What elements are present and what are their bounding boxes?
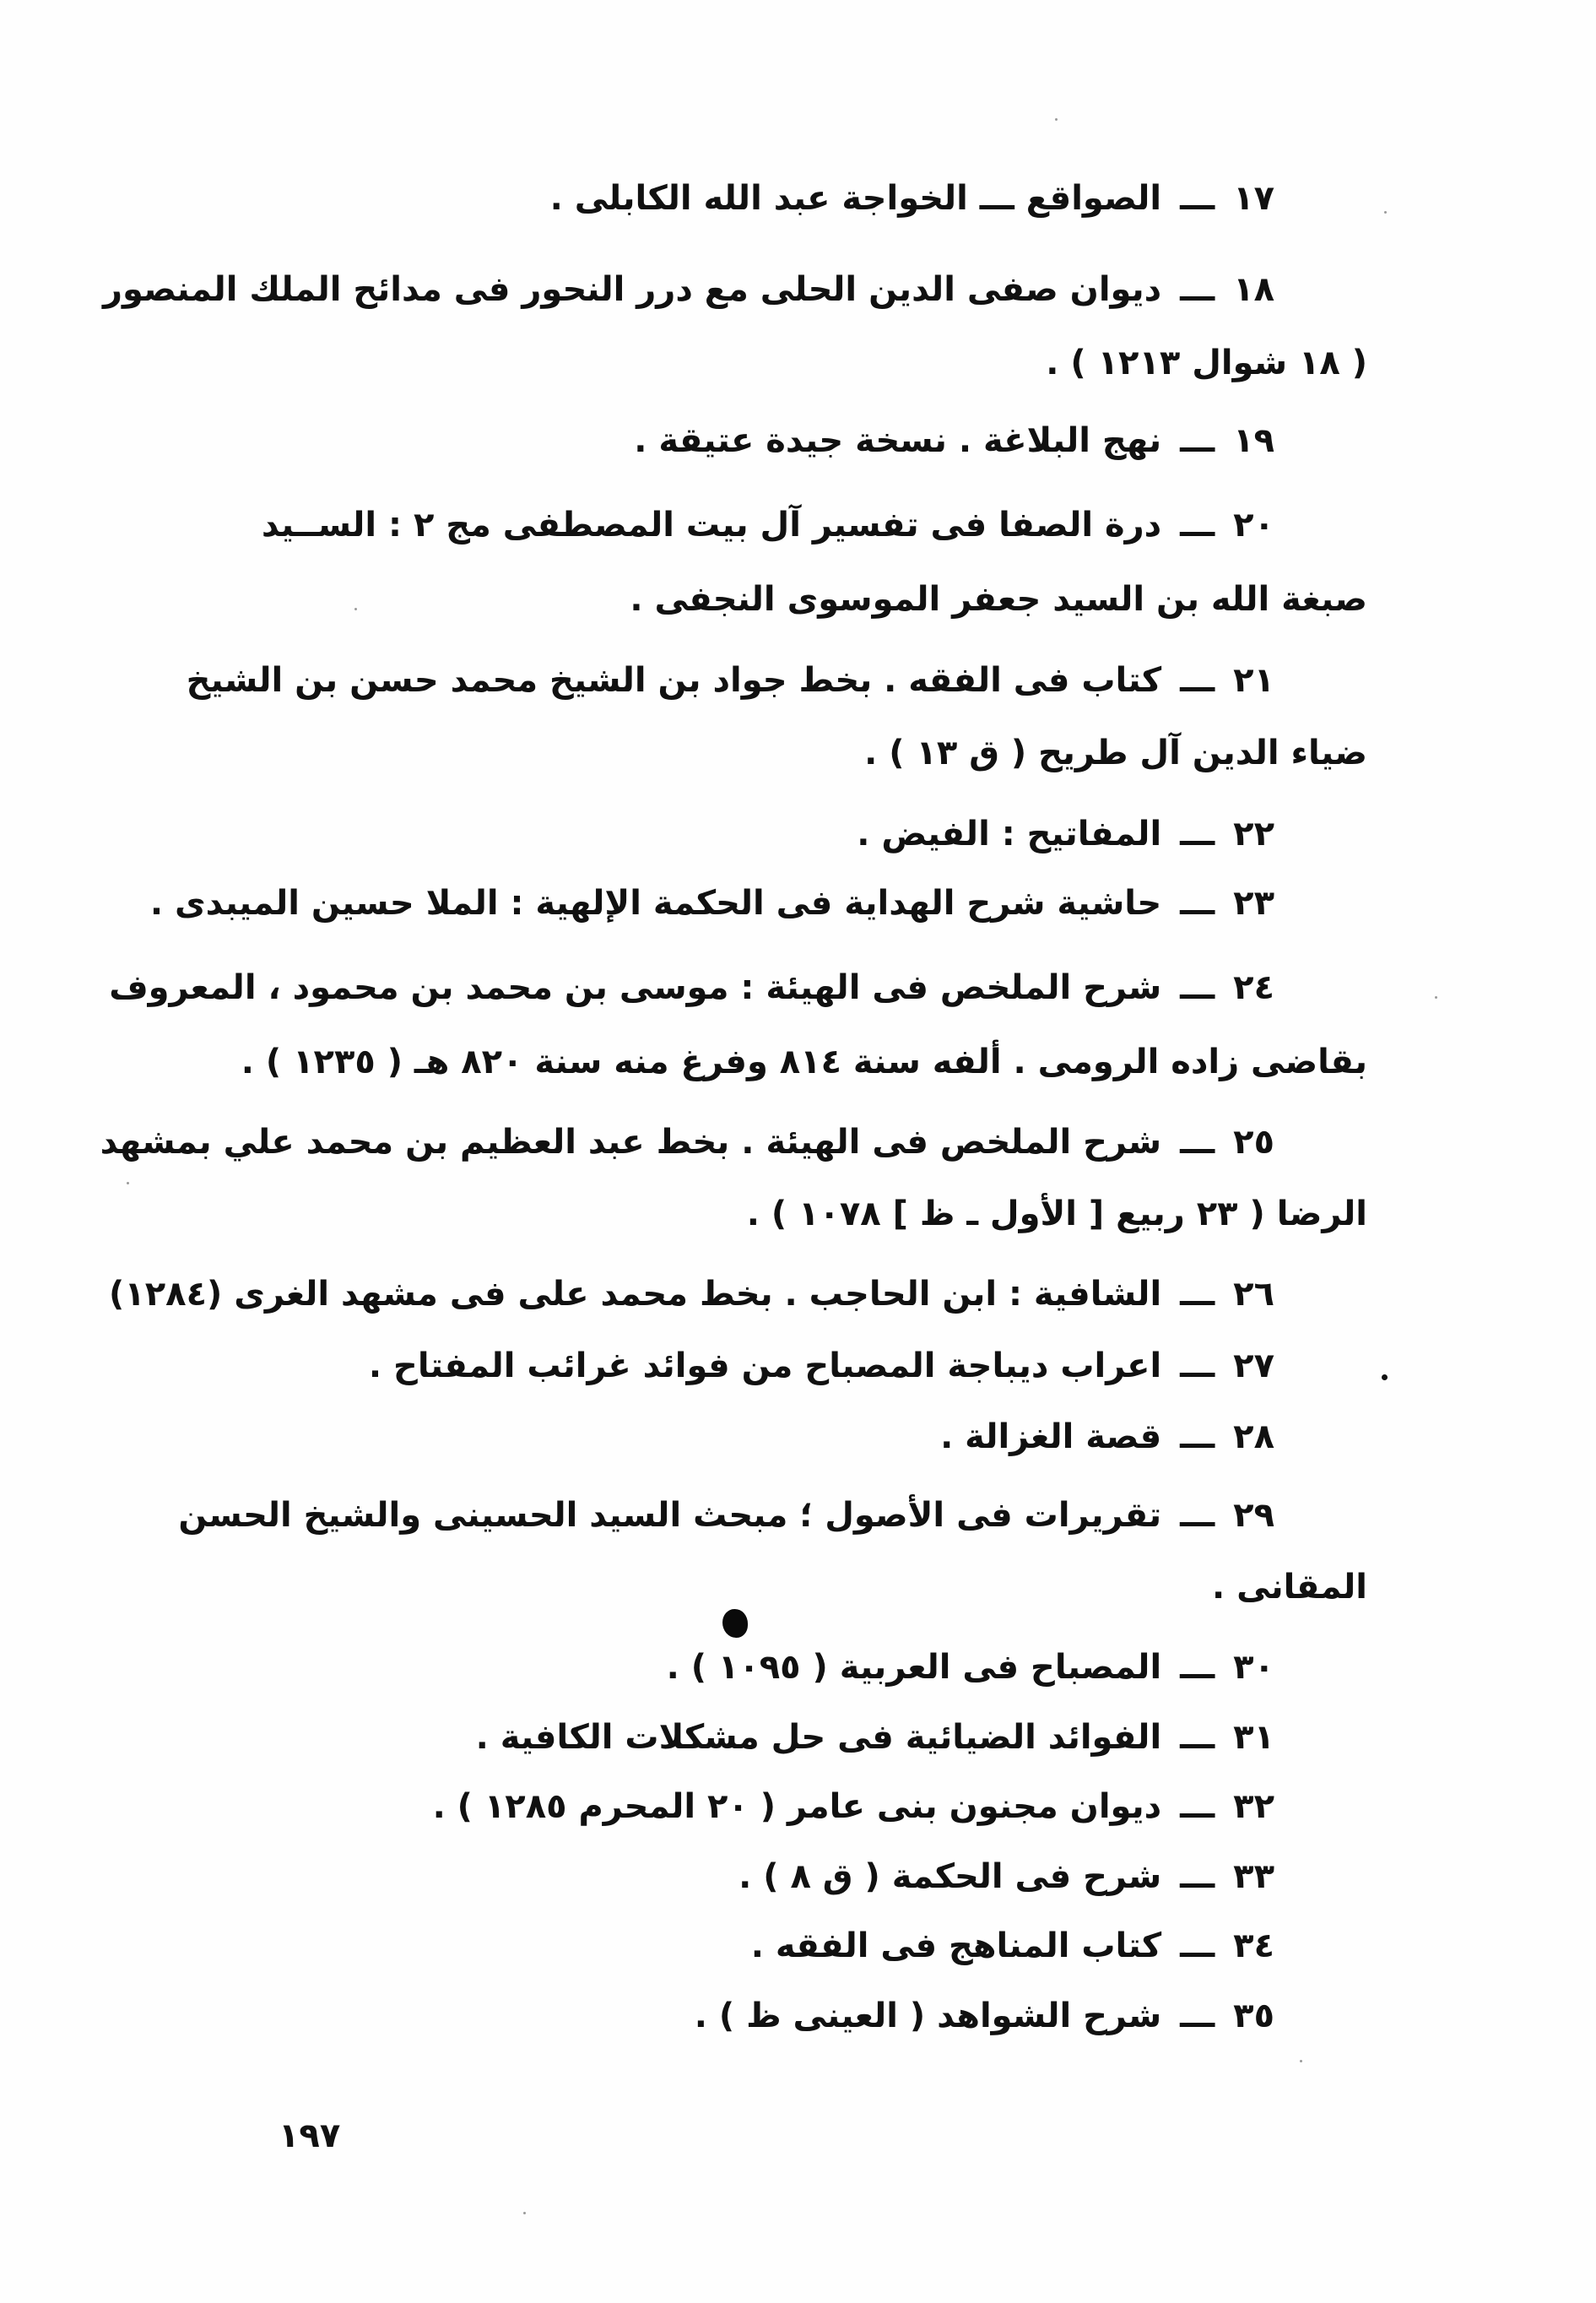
entry-separator: ـــ (1180, 1787, 1215, 1826)
entry-18-continuation: ( ١٨ شوال ١٢١٣ ) . (1046, 344, 1367, 382)
scan-speck (354, 608, 357, 610)
entry-separator: ـــ (1180, 421, 1215, 460)
scan-speck (1300, 2060, 1302, 2062)
entry-separator: ـــ (1180, 1648, 1215, 1687)
entry-separator: ـــ (1180, 179, 1215, 218)
entry-text: شرح الشواهد ( العينى ظ ) . (694, 1997, 1162, 2035)
entry-separator: ـــ (1180, 270, 1215, 309)
entry-34 (751, 1921, 1274, 1971)
entry-24 (109, 962, 1274, 1013)
entry-separator: ـــ (1180, 884, 1215, 923)
entry-30 (667, 1642, 1274, 1693)
entry-number: ١٩ (1233, 421, 1274, 460)
entry-separator: ـــ (1180, 1275, 1215, 1314)
entry-number: ٢٣ (1233, 884, 1274, 923)
entry-text: اعراب ديباجة المصباح من فوائد غرائب المفتاح . (368, 1347, 1162, 1385)
entry-29 (178, 1490, 1274, 1541)
entry-number: ٢٦ (1233, 1275, 1274, 1314)
entry-separator: ـــ (1180, 506, 1215, 545)
entry-31 (476, 1712, 1274, 1763)
entry-separator: ـــ (1180, 968, 1215, 1007)
scan-speck (1055, 118, 1058, 121)
entry-23 (150, 878, 1274, 929)
entry-33 (738, 1851, 1274, 1902)
entry-text: شرح فى الحكمة ( ق ٨ ) . (738, 1857, 1162, 1896)
entry-text: نهج البلاغة . نسخة جيدة عتيقة . (634, 421, 1162, 460)
ink-blot-mark (722, 1609, 748, 1638)
entry-17 (550, 173, 1274, 224)
entry-separator: ـــ (1180, 1417, 1215, 1456)
entry-27 (369, 1341, 1274, 1391)
entry-25-continuation: الرضا ( ٢٣ ربيع [ الأول ـ ظ ] ١٠٧٨ ) . (746, 1195, 1367, 1233)
entry-text: الشافية : ابن الحاجب . بخط محمد على فى مشهد الغرى (١٢٨٤) (109, 1275, 1162, 1314)
entry-number: ٢٩ (1233, 1496, 1274, 1535)
entry-25 (100, 1117, 1274, 1168)
entry-number: ٣٠ (1233, 1648, 1274, 1687)
entry-separator: ـــ (1180, 661, 1215, 700)
entry-29-continuation: المقانى . (1212, 1568, 1367, 1607)
entry-text: الصواقع ـــ الخواجة عبد الله الكابلى . (549, 179, 1162, 218)
entry-number: ٢٨ (1233, 1417, 1274, 1456)
entry-text: الفوائد الضيائية فى حل مشكلات الكافية . (475, 1718, 1162, 1757)
entry-text: شرح الملخص فى الهيئة : موسى بن محمد بن محمود ، المعروف (109, 968, 1162, 1007)
entry-text: شرح الملخص فى الهيئة . بخط عبد العظيم بن محمد علي بمشهد (100, 1123, 1162, 1162)
entry-text: المصباح فى العربية ( ١٠٩٥ ) . (666, 1648, 1162, 1687)
entry-separator: ـــ (1180, 1496, 1215, 1535)
entry-text: كتاب المناهج فى الفقه . (750, 1926, 1162, 1965)
scan-speck (1435, 996, 1437, 999)
entry-separator: ـــ (1180, 1857, 1215, 1896)
entry-text: حاشية شرح الهداية فى الحكمة الإلهية : الملا حسين الميبدى . (149, 884, 1162, 923)
entry-32 (433, 1781, 1274, 1832)
scan-speck (1384, 211, 1387, 214)
entry-number: ٣١ (1233, 1718, 1274, 1757)
entry-number: ٣٢ (1233, 1787, 1274, 1826)
entry-35 (695, 1991, 1274, 2041)
entry-number: ١٧ (1233, 179, 1274, 218)
entry-text: تقريرات فى الأصول ؛ مبحث السيد الحسينى والشيخ الحسن (178, 1496, 1162, 1535)
entry-26 (109, 1269, 1274, 1319)
entry-number: ٣٥ (1233, 1997, 1274, 2035)
entry-text: ديوان مجنون بنى عامر ( ٢٠ المحرم ١٢٨٥ ) . (432, 1787, 1162, 1826)
entry-text: درة الصفا فى تفسير آل بيت المصطفى مج ٢ : الســيد (261, 506, 1162, 545)
scan-speck (523, 2212, 526, 2214)
entry-text: المفاتيح : الفيض . (857, 815, 1162, 853)
entry-22 (857, 809, 1274, 859)
entry-number: ٣٣ (1233, 1857, 1274, 1896)
entry-number: ٢٠ (1233, 506, 1274, 545)
entry-separator: ـــ (1180, 1718, 1215, 1757)
entry-number: ٢٤ (1233, 968, 1274, 1007)
entry-21-continuation: ضياء الدين آل طريح ( ق ١٣ ) . (864, 734, 1367, 772)
entry-separator: ـــ (1180, 1347, 1215, 1385)
entry-19 (634, 415, 1274, 466)
entry-24-continuation: بقاضى زاده الرومى . ألفه سنة ٨١٤ وفرغ منه سنة ٨٢٠ هـ ( ١٢٣٥ ) . (241, 1043, 1367, 1081)
entry-text: ديوان صفى الدين الحلى مع درر النحور فى مدائح الملك المنصور (103, 270, 1162, 309)
entry-number: ٣٤ (1233, 1926, 1274, 1965)
entry-separator: ـــ (1180, 815, 1215, 853)
entry-separator: ـــ (1180, 1123, 1215, 1162)
scan-speck (127, 1182, 129, 1184)
entry-separator: ـــ (1180, 1997, 1215, 2035)
entry-28 (940, 1412, 1274, 1462)
entry-text: كتاب فى الفقه . بخط جواد بن الشيخ محمد حسن بن الشيخ (186, 661, 1162, 700)
entry-20 (261, 500, 1274, 550)
entry-number: ٢٢ (1233, 815, 1274, 853)
entry-20-continuation: صبغة الله بن السيد جعفر الموسوى النجفى . (630, 580, 1367, 619)
entry-number: ٢٥ (1233, 1123, 1274, 1162)
entry-text: قصة الغزالة . (940, 1417, 1162, 1456)
stray-ink-dot (1382, 1374, 1388, 1380)
entry-separator: ـــ (1180, 1926, 1215, 1965)
entry-18 (103, 264, 1274, 315)
entry-number: ٢٧ (1233, 1347, 1274, 1385)
entry-number: ٢١ (1233, 661, 1274, 700)
entry-21 (186, 655, 1274, 706)
entry-number: ١٨ (1233, 270, 1274, 309)
page-number: ١٩٧ (279, 2116, 341, 2155)
